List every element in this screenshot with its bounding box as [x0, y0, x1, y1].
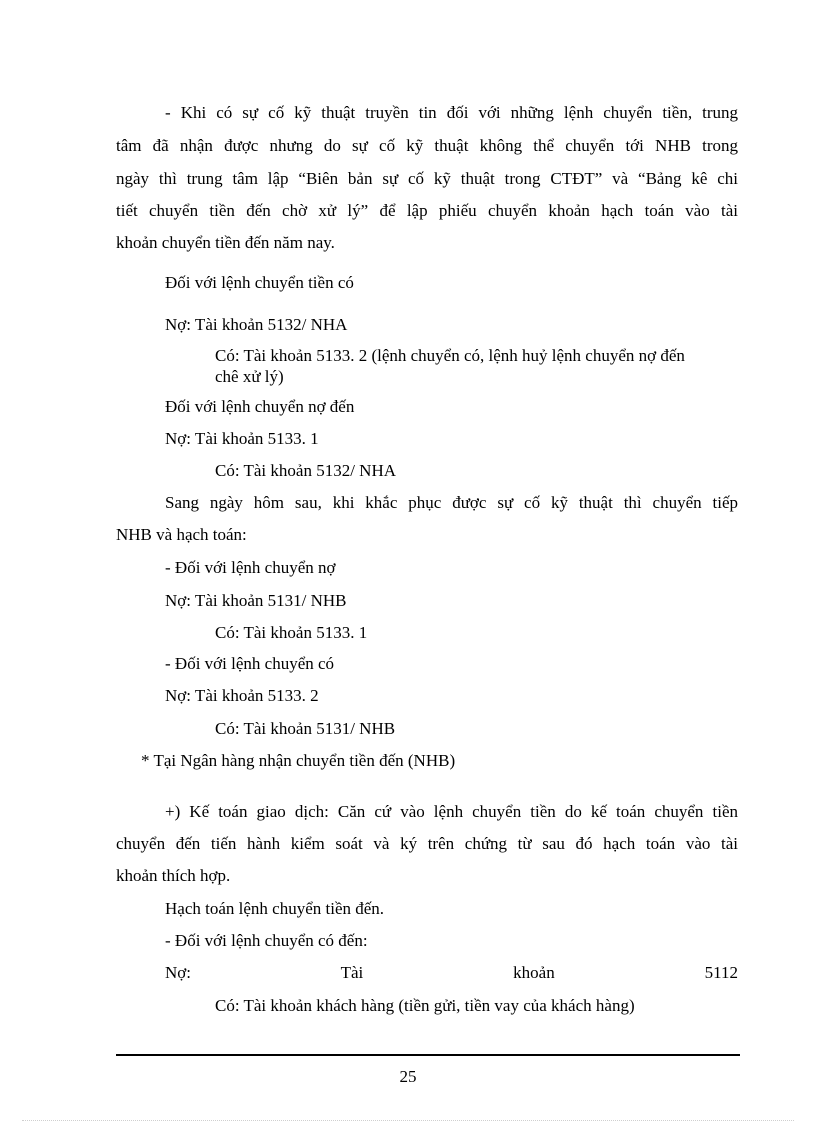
text-line: Đối với lệnh chuyển nợ đến [165, 397, 355, 416]
section-heading: * Tại Ngân hàng nhận chuyển tiền đến (NHB) [141, 751, 456, 770]
text-line: Có: Tài khoản 5133. 1 [215, 623, 368, 642]
text-line: +) Kế toán giao dịch: Căn cứ vào lệnh chuyển tiền do kế toán chuyển tiền [165, 802, 738, 821]
text-line: ngày thì trung tâm lập “Biên bản sự cố kỹ thuật trong CTĐT” và “Bảng kê chi [116, 169, 738, 188]
text-line: Sang ngày hôm sau, khi khắc phục được sự cố kỹ thuật thì chuyển tiếp [165, 493, 738, 512]
text-line: Nợ: Tài khoản 5131/ NHB [165, 591, 347, 610]
page-number: 25 [399, 1067, 417, 1086]
text-line: Có: Tài khoản 5132/ NHA [215, 461, 397, 480]
text-line: chê xử lý) [215, 367, 284, 386]
text-line: - Khi có sự cố kỹ thuật truyền tin đối với những lệnh chuyển tiền, trung [165, 103, 738, 122]
text-line: khoản thích hợp. [116, 866, 231, 885]
text-line: chuyển đến tiến hành kiểm soát và ký trên chứng từ sau đó hạch toán vào tài [116, 834, 738, 853]
text-line: Nợ: Tài khoản 5132/ NHA [165, 315, 348, 334]
text-line: NHB và hạch toán: [116, 525, 247, 544]
text-line: Có: Tài khoản 5133. 2 (lệnh chuyển có, lệnh huỷ lệnh chuyển nợ đến [215, 346, 685, 365]
text-line: Có: Tài khoản 5131/ NHB [215, 719, 396, 738]
text-line: - Đối với lệnh chuyển có [165, 654, 335, 673]
text-line: - Đối với lệnh chuyển có đến: [165, 931, 368, 950]
text-line: Nợ: Tài khoản 5133. 1 [165, 429, 319, 448]
text-line: Nợ: Tài khoản 5133. 2 [165, 686, 319, 705]
text-line: Nợ: Tài khoản 5112 [165, 963, 738, 982]
page-edge-dotted-line [22, 1120, 794, 1121]
text-line: Có: Tài khoản khách hàng (tiền gửi, tiền vay của khách hàng) [215, 996, 635, 1015]
text-line: tiết chuyển tiền đến chờ xử lý” để lập phiếu chuyển khoản hạch toán vào tài [116, 201, 738, 220]
footer-rule [116, 1054, 740, 1056]
text-line: khoản chuyển tiền đến năm nay. [116, 233, 335, 252]
text-line: - Đối với lệnh chuyển nợ [165, 558, 336, 577]
text-line: tâm đã nhận được nhưng do sự cố kỹ thuật không thể chuyển tới NHB trong [116, 136, 738, 155]
text-line: Đối với lệnh chuyển tiền có [165, 273, 354, 292]
text-line: Hạch toán lệnh chuyển tiền đến. [165, 899, 385, 918]
